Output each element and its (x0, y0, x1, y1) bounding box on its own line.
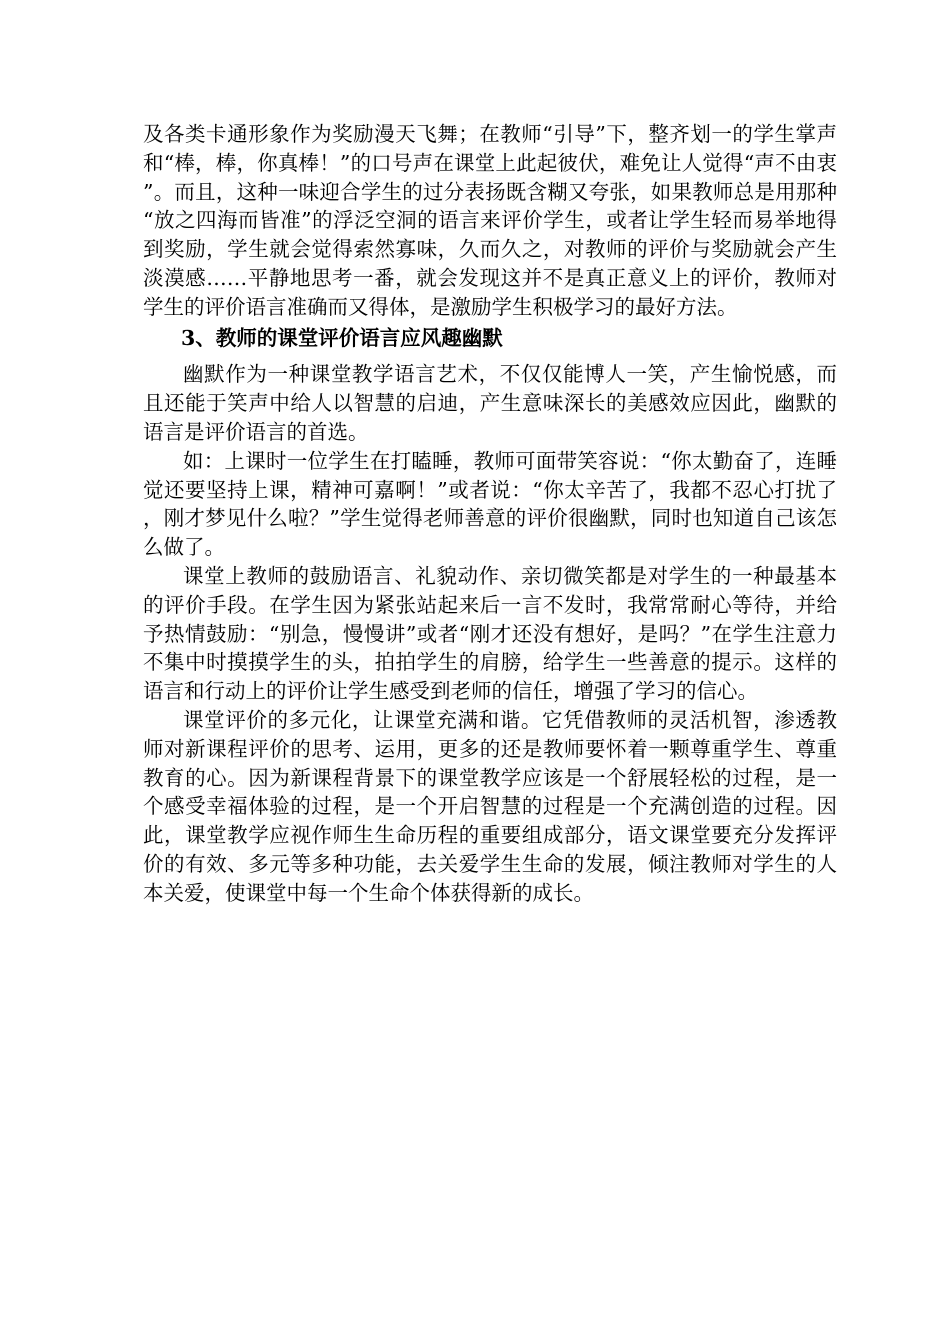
paragraph-encouragement: 课堂上教师的鼓励语言、礼貌动作、亲切微笑都是对学生的一种最基本的评价手段。在学生因为紧张站起来后一言不发时，我常常耐心等待，并给予热情鼓励：“别急，慢慢讲”或者“刚才还没有想好，是吗？”在学生注意力不集中时摸摸学生的头，拍拍学生的肩膀，给学生一些善意的提示。这样的语言和行动上的评价让学生感受到老师的信任，增强了学习的信心。 (143, 563, 837, 704)
paragraph-continuation: 及各类卡通形象作为奖励漫天飞舞；在教师“引导”下，整齐划一的学生掌声和“棒，棒，你真棒！”的口号声在课堂上此起彼伏，难免让人觉得“声不由衷”。而且，这种一味迎合学生的过分表扬既含糊又夸张，如果教师总是用那种“放之四海而皆准”的浮泛空洞的语言来评价学生，或者让学生轻而易举地得到奖励，学生就会觉得索然寡味，久而久之，对教师的评价与奖励就会产生淡漠感……平静地思考一番，就会发现这并不是真正意义上的评价，教师对学生的评价语言准确而又得体，是激励学生积极学习的最好方法。 (143, 122, 837, 319)
document-body (143, 120, 837, 908)
section-heading: 3、教师的课堂评价语言应风趣幽默 (181, 325, 503, 350)
paragraph-conclusion: 课堂评价的多元化，让课堂充满和谐。它凭借教师的灵活机智，渗透教师对新课程评价的思考、运用，更多的还是教师要怀着一颗尊重学生、尊重教育的心。因为新课程背景下的课堂教学应该是一个舒展轻松的过程，是一个感受幸福体验的过程，是一个开启智慧的过程是一个充满创造的过程。因此，课堂教学应视作师生生命历程的重要组成部分，语文课堂要充分发挥评价的有效、多元等多种功能，去关爱学生生命的发展，倾注教师对学生的人本关爱，使课堂中每一个生命个体获得新的成长。 (143, 707, 837, 905)
paragraph-humor-intro: 幽默作为一种课堂教学语言艺术，不仅仅能博人一笑，产生愉悦感，而且还能于笑声中给人以智慧的启迪，产生意味深长的美感效应因此，幽默的语言是评价语言的首选。 (143, 362, 837, 444)
paragraph-humor-example: 如：上课时一位学生在打瞌睡，教师可面带笑容说：“你太勤奋了，连睡觉还要坚持上课，精神可嘉啊！”或者说：“你太辛苦了，我都不忍心打扰了，刚才梦见什么啦？”学生觉得老师善意的评价很幽默，同时也知道自己该怎么做了。 (143, 448, 837, 560)
